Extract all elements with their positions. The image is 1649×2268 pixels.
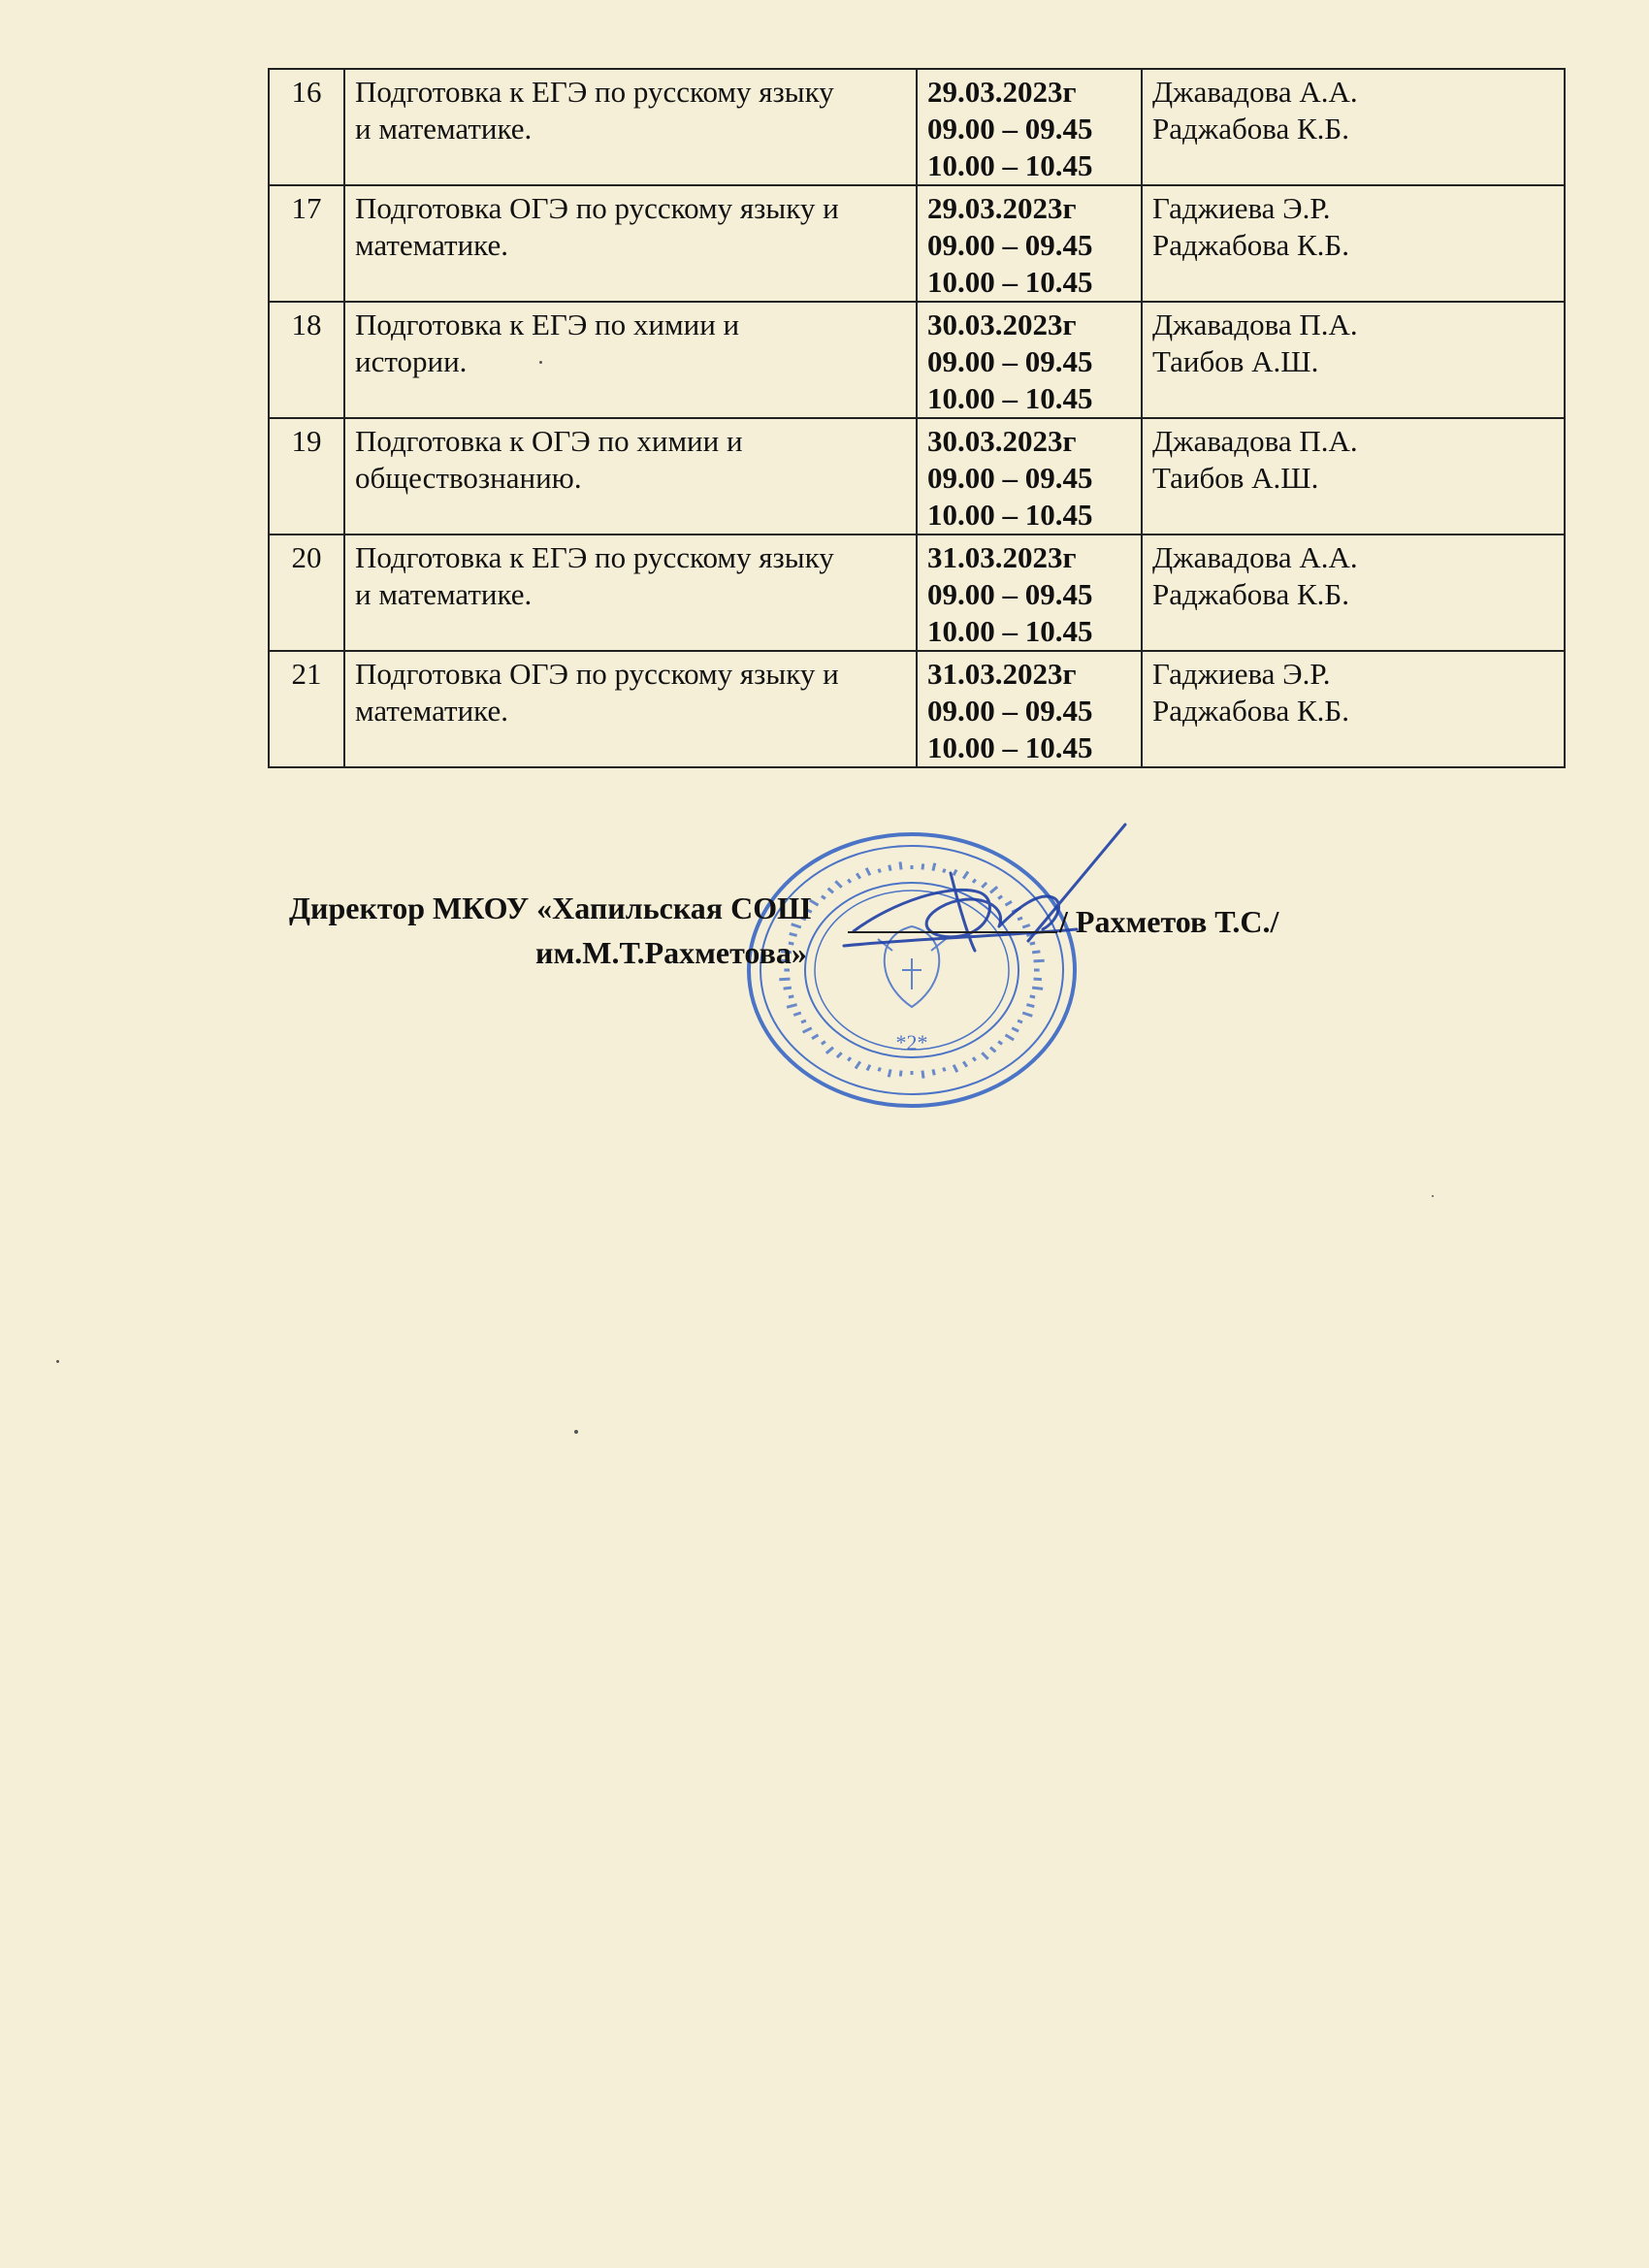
event-line: математике. <box>355 694 508 728</box>
stamp-letter-mark <box>1012 1028 1018 1031</box>
paper-speck <box>574 1430 578 1434</box>
paper-speck <box>56 1360 59 1363</box>
date: 29.03.2023г <box>927 191 1077 225</box>
teacher-name: Джавадова П.А. <box>1152 424 1358 458</box>
director-school-name: им.М.Т.Рахметова» <box>535 935 807 970</box>
stamp-letter-mark <box>944 1068 946 1072</box>
event-line: и математике. <box>355 112 533 146</box>
teacher-name: Раджабова К.Б. <box>1152 694 1349 728</box>
row-number: 16 <box>269 69 344 185</box>
time-slot: 10.00 – 10.45 <box>927 148 1093 182</box>
stamp-letter-mark <box>856 1061 860 1068</box>
time-slot: 09.00 – 09.45 <box>927 112 1093 146</box>
time-slot: 09.00 – 09.45 <box>927 694 1093 728</box>
event-line: обществознанию. <box>355 461 582 495</box>
time-slot: 10.00 – 10.45 <box>927 498 1093 532</box>
event-line: Подготовка к ЕГЭ по химии и <box>355 308 740 341</box>
stamp-letter-mark <box>812 1035 819 1039</box>
stamp-letter-mark <box>828 889 833 893</box>
director-title: Директор МКОУ «Хапильская СОШ <box>289 891 812 925</box>
stamp-letter-mark <box>793 1013 801 1016</box>
signature-underline <box>848 931 1057 933</box>
event-line: истории. <box>355 344 468 378</box>
teacher-name: Джавадова П.А. <box>1152 308 1358 341</box>
row-number: 21 <box>269 651 344 767</box>
time-slot: 10.00 – 10.45 <box>927 265 1093 299</box>
time-slot: 09.00 – 09.45 <box>927 228 1093 262</box>
stamp-letter-mark <box>982 1053 987 1059</box>
paper-speck <box>1432 1195 1434 1197</box>
stamp-letter-mark <box>822 896 825 899</box>
date: 30.03.2023г <box>927 308 1077 341</box>
teacher-name: Таибов А.Ш. <box>1152 461 1319 495</box>
time-slot: 09.00 – 09.45 <box>927 461 1093 495</box>
teacher-name: Раджабова К.Б. <box>1152 577 1349 611</box>
stamp-letter-mark <box>933 1069 934 1075</box>
stamp-letter-mark <box>822 1042 825 1045</box>
stamp-letter-mark <box>1022 1013 1032 1016</box>
teacher-name: Раджабова К.Б. <box>1152 228 1349 262</box>
teacher-name: Джавадова А.А. <box>1152 75 1358 109</box>
stamp-letter-mark <box>1018 1021 1022 1022</box>
teacher-name: Таибов А.Ш. <box>1152 344 1319 378</box>
time-slot: 09.00 – 09.45 <box>927 577 1093 611</box>
event-line: Подготовка к ЕГЭ по русскому языку <box>355 75 834 109</box>
stamp-letter-mark <box>787 1005 797 1008</box>
row-number: 19 <box>269 418 344 535</box>
teacher-name: Раджабова К.Б. <box>1152 112 1349 146</box>
stamp-letter-mark <box>889 1069 890 1077</box>
director-name: / Рахметов Т.С./ <box>1059 904 1279 939</box>
row-number: 17 <box>269 185 344 302</box>
stamp-letter-mark <box>826 1048 833 1053</box>
event-line: математике. <box>355 228 508 262</box>
stamp-letter-mark <box>779 979 790 980</box>
stamp-letter-mark <box>963 1061 967 1066</box>
event-line: Подготовка к ОГЭ по химии и <box>355 424 743 458</box>
handwritten-signature <box>834 815 1154 989</box>
stamp-letter-mark <box>922 1071 923 1079</box>
stamp-letter-mark <box>1030 996 1035 997</box>
teacher-name: Гаджиева Э.Р. <box>1152 657 1331 691</box>
teacher-name: Джавадова А.А. <box>1152 540 1358 574</box>
stamp-letter-mark <box>1006 1035 1015 1040</box>
stamp-letter-mark <box>954 1065 957 1073</box>
stamp-letter-mark <box>837 1053 842 1057</box>
stamp-letter-mark <box>801 1021 806 1022</box>
time-slot: 09.00 – 09.45 <box>927 344 1093 378</box>
date: 30.03.2023г <box>927 424 1077 458</box>
time-slot: 10.00 – 10.45 <box>927 614 1093 648</box>
stamp-letter-mark <box>803 1028 812 1033</box>
stamp-letter-mark <box>879 1068 881 1072</box>
row-number: 18 <box>269 302 344 418</box>
date: 31.03.2023г <box>927 540 1077 574</box>
teacher-name: Гаджиева Э.Р. <box>1152 191 1331 225</box>
stamp-letter-mark <box>867 1065 870 1071</box>
stamp-letter-mark <box>998 1042 1002 1045</box>
date: 29.03.2023г <box>927 75 1077 109</box>
stamp-letter-mark <box>848 1057 851 1060</box>
row-number: 20 <box>269 535 344 651</box>
event-line: и математике. <box>355 577 533 611</box>
event-line: Подготовка ОГЭ по русскому языку и <box>355 191 839 225</box>
stamp-letter-mark <box>1026 1005 1034 1007</box>
event-line: Подготовка ОГЭ по русскому языку и <box>355 657 839 691</box>
event-line: Подготовка к ЕГЭ по русскому языку <box>355 540 834 574</box>
time-slot: 10.00 – 10.45 <box>927 730 1093 764</box>
time-slot: 10.00 – 10.45 <box>927 381 1093 415</box>
stamp-letter-mark <box>973 1057 976 1060</box>
svg-text:*2*: *2* <box>895 1030 928 1054</box>
stamp-letter-mark <box>789 996 793 997</box>
stamp-letter-mark <box>900 1071 901 1077</box>
date: 31.03.2023г <box>927 657 1077 691</box>
stamp-letter-mark <box>990 1048 995 1053</box>
